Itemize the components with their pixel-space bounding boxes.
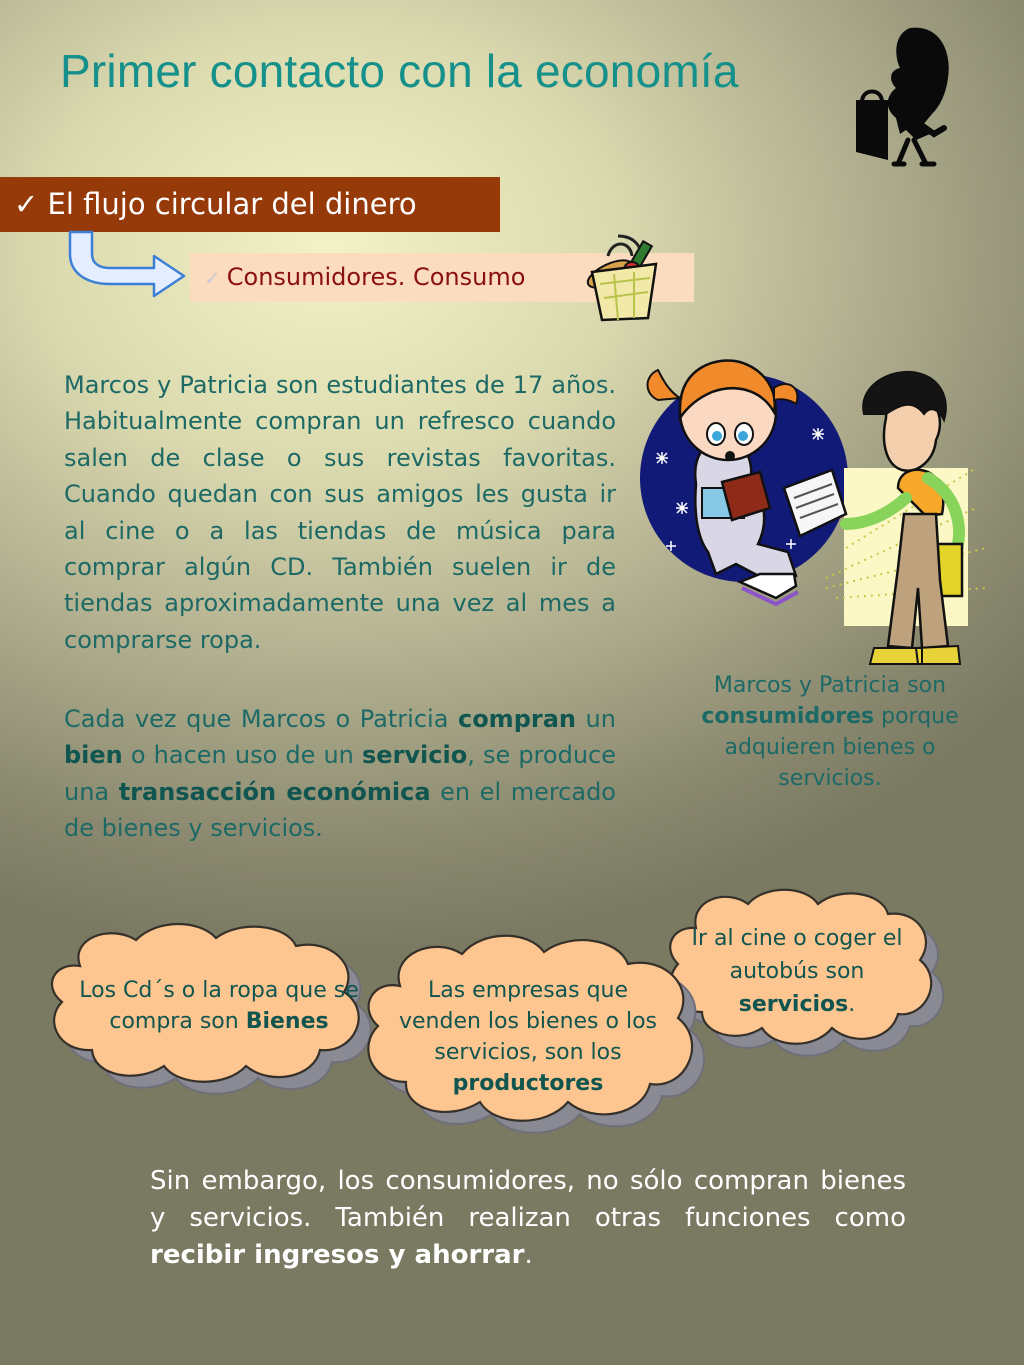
subsection-label: Consumidores. Consumo — [226, 263, 526, 291]
students-illustration — [636, 348, 996, 674]
intro-paragraph: Marcos y Patricia son estudiantes de 17 años. Habitualmente compran un refresco cuando salen de clase o sus revistas favoritas. Cuando quedan con sus amigos les gusta ir al cine o a las tiendas de música para comprar algún CD. También suelen ir de tiendas aproximadamente una vez al mes a comprarse ropa. — [64, 371, 616, 654]
cloud-productores-text — [384, 975, 672, 1099]
check-icon: ✓ — [14, 187, 39, 221]
text-run: o hacen uso de un — [122, 741, 362, 770]
transaction-paragraph — [64, 701, 616, 847]
consumers-caption — [690, 670, 970, 794]
text-run: un — [576, 705, 616, 733]
final-paragraph — [150, 1163, 906, 1274]
bold-term: transacción económica — [118, 777, 431, 806]
text-run: . — [524, 1240, 533, 1270]
bold-term: compran — [457, 705, 576, 733]
section-header — [0, 177, 500, 232]
bold-term: consumidores — [701, 704, 875, 729]
text-run: Marcos y Patricia son — [713, 673, 947, 698]
bold-term: productores — [452, 1071, 604, 1096]
bold-term: bien — [64, 741, 123, 770]
text-run: . — [848, 992, 856, 1017]
section-label: El flujo circular del dinero — [47, 187, 417, 221]
shopper-silhouette-icon — [848, 22, 958, 168]
bold-term: recibir ingresos y ahorrar — [150, 1240, 525, 1270]
cloud-bienes-text — [74, 975, 364, 1037]
text-run: Los Cd´s o la ropa que se compra son — [79, 978, 359, 1034]
bold-term: servicios — [738, 992, 849, 1017]
bold-term: Bienes — [245, 1009, 329, 1034]
bold-term: servicio — [362, 741, 468, 770]
check-icon: ✓ — [204, 266, 221, 290]
text-run: Cada vez que Marcos o Patricia — [64, 705, 458, 733]
text-run: porque adquieren bienes o servicios. — [724, 704, 959, 791]
text-run: Ir al cine o coger el autobús son — [691, 926, 903, 984]
text-run: en el mercado de bienes y servicios. — [64, 777, 616, 843]
text-run: , se produce una — [64, 741, 616, 806]
text-run: Las empresas que venden los bienes o los servicios, son los — [399, 978, 657, 1065]
grocery-bag-icon — [578, 232, 670, 324]
text-run: Sin embargo, los consumidores, no sólo compran bienes y servicios. También realizan otras funciones como — [150, 1166, 906, 1233]
curved-arrow-icon — [62, 230, 192, 308]
page-title: Primer contacto con la economía — [60, 45, 739, 97]
